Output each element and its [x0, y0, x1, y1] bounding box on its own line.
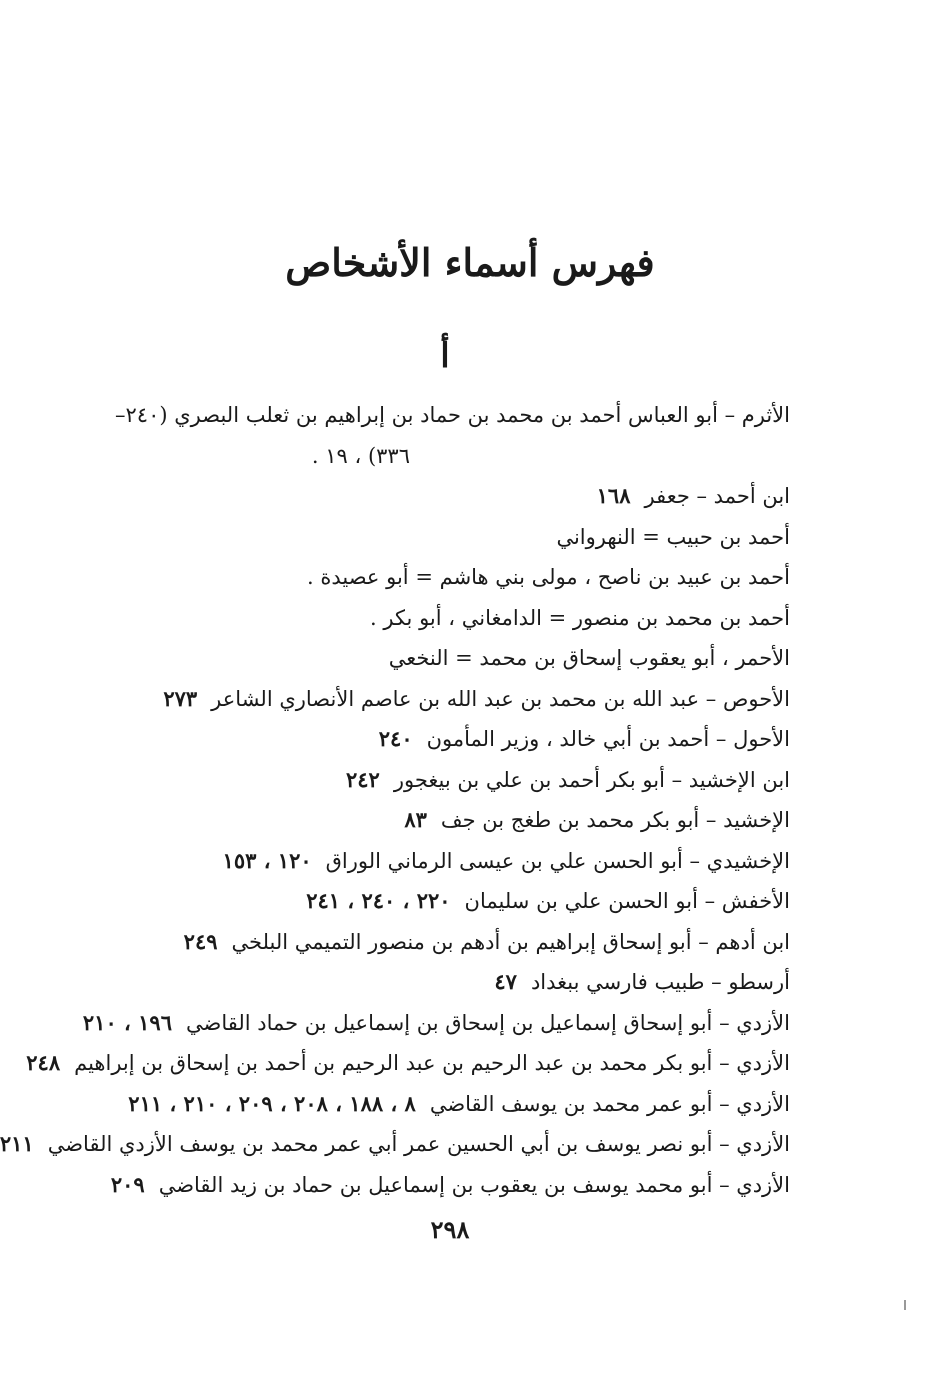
entry-text: ابن أحمد – جعفر [644, 484, 790, 508]
entry-pages: ٢٤٢ [345, 766, 380, 792]
entry-pages: ٨٣ [404, 807, 427, 832]
entry-pages: ٢٤٨ [26, 1050, 61, 1075]
entry-pages: ١٩٦ ، ٢١٠ [82, 1009, 172, 1035]
entry-continuation: ٣٣٦) ، ١٩ . [311, 443, 410, 468]
entry-text: الأحمر ، أبو يعقوب إسحاق بن محمد = النخعي [388, 646, 790, 670]
entry-text: ابن أدهم – أبو إسحاق إبراهيم بن أدهم بن منصور التميمي البلخي [231, 929, 790, 954]
entry-text: الأزدي – أبو محمد يوسف بن يعقوب بن إسماعيل بن حماد بن زيد القاضي [158, 1172, 790, 1197]
entry-pages: ٢٤٠ [378, 726, 413, 751]
entry-text: أرسطو – طبيب فارسي ببغداد [530, 970, 790, 994]
entry-pages: ١٢٠ ، ١٥٣ [222, 847, 312, 873]
index-entry [100, 922, 790, 963]
index-entry [100, 557, 790, 598]
entry-pages: ٢١١ [0, 1131, 34, 1156]
index-entry [82, 1003, 790, 1044]
entry-pages: ٢٤٩ [183, 928, 218, 954]
entry-text: الأزدي – أبو عمر محمد بن يوسف القاضي [429, 1091, 790, 1116]
entry-text: الأحوص – عبد الله بن محمد بن عبد الله بن عاصم الأنصاري الشاعر [211, 686, 790, 711]
entry-pages: ٤٧ [494, 969, 517, 994]
entry-text: الأثرم – أبو العباس أحمد بن محمد بن حماد بن إبراهيم بن ثعلب البصري (٢٤٠– [115, 403, 790, 427]
page-title: فهرس أسماء الأشخاص [285, 240, 655, 285]
index-entry [100, 800, 790, 841]
index-entry [100, 476, 790, 517]
scan-speck [904, 1300, 906, 1310]
entry-text: الأحول – أحمد بن أبي خالد ، وزير المأمون [426, 727, 790, 751]
entry-pages: ٢٠٩ [110, 1171, 145, 1197]
entry-text: الأزدي – أبو إسحاق إسماعيل بن إسحاق بن إسماعيل بن حماد القاضي [186, 1010, 790, 1035]
index-entry [100, 881, 790, 922]
index-entry [100, 1084, 790, 1125]
entry-text: الأخفش – أبو الحسن علي بن سليمان [464, 889, 790, 913]
entry-pages: ٨ ، ١٨٨ ، ٢٠٨ ، ٢٠٩ ، ٢١٠ ، ٢١١ [128, 1090, 416, 1116]
entry-text: الإخشيدي – أبو الحسن علي بن عيسى الرماني الوراق [325, 848, 790, 873]
entry-text: الأزدي – أبو نصر يوسف بن أبي الحسين عمر أبي عمر محمد بن يوسف الأزدي القاضي [47, 1132, 790, 1156]
index-entry [100, 1165, 790, 1206]
index-entry [100, 638, 790, 679]
index-entry [100, 719, 790, 760]
section-letter: أ [440, 336, 450, 376]
index-entries-list [0, 395, 790, 1205]
entry-text: الأزدي – أبو بكر محمد بن عبد الرحيم بن عبد الرحيم بن أحمد بن إسحاق بن إبراهيم [74, 1051, 790, 1075]
entry-text: الإخشيد – أبو بكر محمد بن طغج بن جف [440, 808, 790, 832]
entry-text: أحمد بن حبيب = النهرواني [556, 524, 790, 549]
index-entry [100, 517, 790, 558]
entry-pages: ٢٧٣ [163, 685, 198, 711]
index-entry [100, 760, 790, 801]
index-entry [100, 395, 790, 476]
entry-text: أحمد بن عبيد بن ناصح ، مولى بني هاشم = أبو عصيدة . [306, 565, 790, 589]
entry-pages: ٢٢٠ ، ٢٤٠ ، ٢٤١ [306, 888, 451, 913]
index-entry [100, 598, 790, 639]
index-entry [0, 1124, 790, 1165]
entry-text: أحمد بن محمد بن منصور = الدامغاني ، أبو بكر . [370, 605, 790, 630]
entry-pages: ١٦٨ [596, 483, 631, 508]
page-number: ٢٩٨ [430, 1215, 470, 1244]
index-entry [100, 679, 790, 720]
index-entry [100, 841, 790, 882]
index-entry [26, 1043, 790, 1084]
index-entry [100, 962, 790, 1003]
entry-text: ابن الإخشيد – أبو بكر أحمد بن علي بن بيغجور [393, 767, 790, 792]
